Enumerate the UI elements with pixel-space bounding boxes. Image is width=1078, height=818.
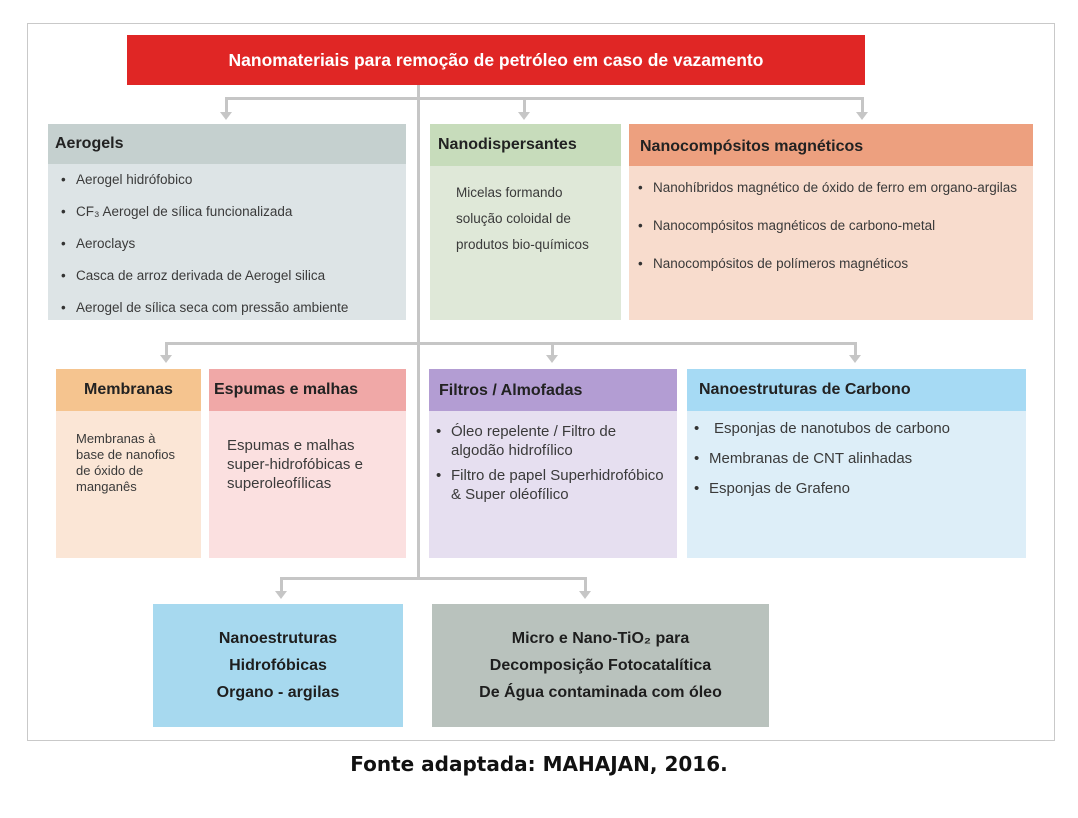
filtros-list xyxy=(431,422,667,504)
arrow-membranas xyxy=(160,355,172,363)
list-item: • Membranas de CNT alinhadas xyxy=(689,449,1020,468)
tio2-line: Decomposição Fotocatalítica xyxy=(489,657,712,674)
membranas-box xyxy=(56,369,201,558)
magneticos-header: Nanocompósitos magnéticos xyxy=(629,124,1033,166)
carbono-list xyxy=(689,419,1020,498)
espumas-box xyxy=(209,369,406,558)
list-item: • CF₃ Aerogel de sílica funcionalizada xyxy=(56,203,402,220)
list-item: • Esponjas de nanotubos de carbono xyxy=(689,419,1020,438)
carbono-box xyxy=(687,369,1026,558)
connector-row3-drop-1 xyxy=(280,577,283,592)
list-item: • Casca de arroz derivada de Aerogel silica xyxy=(56,267,402,284)
arrow-filtros xyxy=(546,355,558,363)
connector-row1-drop-2 xyxy=(523,97,526,113)
connector-row2-h xyxy=(165,342,857,345)
filtros-box xyxy=(429,369,677,558)
membranas-text: Membranas à base de nanofios de óxido de manganês xyxy=(76,431,176,494)
connector-row2-drop-2 xyxy=(551,342,554,356)
hidrofobicas-line: Hidrofóbicas xyxy=(229,657,327,674)
nanodispersantes-text: Micelas formando solução coloidal de produtos bio-químicos xyxy=(456,185,589,252)
hidrofobicas-line: Nanoestruturas xyxy=(218,630,338,647)
arrow-nanodispersantes xyxy=(518,112,530,120)
arrow-tio2 xyxy=(579,591,591,599)
list-item: • Aerogel de sílica seca com pressão ambiente xyxy=(56,299,402,316)
arrow-hidrofobicas xyxy=(275,591,287,599)
source-caption: Fonte adaptada: MAHAJAN, 2016. xyxy=(350,752,728,776)
membranas-header: Membranas xyxy=(56,369,201,411)
nanodispersantes-header: Nanodispersantes xyxy=(430,124,621,166)
aerogels-header: Aerogels xyxy=(48,124,406,164)
list-item: • Esponjas de Grafeno xyxy=(689,479,1020,498)
arrow-aerogels xyxy=(220,112,232,120)
list-item: • Óleo repelente / Filtro de algodão hidrofílico xyxy=(431,422,667,460)
connector-trunk xyxy=(417,85,420,580)
connector-row3-h xyxy=(280,577,587,580)
list-item: • Filtro de papel Superhidrofóbico & Super oléofílico xyxy=(431,466,667,504)
list-item: • Nanocompósitos magnéticos de carbono-metal xyxy=(633,217,1027,234)
diagram-title: Nanomateriais para remoção de petróleo em caso de vazamento xyxy=(127,35,865,85)
arrow-carbono xyxy=(849,355,861,363)
connector-row1-drop-1 xyxy=(225,97,228,113)
filtros-header: Filtros / Almofadas xyxy=(429,369,677,411)
list-item: • Aeroclays xyxy=(56,235,402,252)
list-item: • Nanohíbridos magnético de óxido de ferro em organo-argilas xyxy=(633,179,1027,196)
aerogels-box xyxy=(48,124,406,320)
tio2-box xyxy=(432,604,769,727)
connector-row2-drop-3 xyxy=(854,342,857,356)
list-item: • Aerogel hidrófobico xyxy=(56,171,402,188)
espumas-text: Espumas e malhas super-hidrofóbicas e superoleofílicas xyxy=(227,437,363,492)
connector-row2-drop-1 xyxy=(165,342,168,356)
magneticos-list xyxy=(633,179,1027,272)
arrow-magneticos xyxy=(856,112,868,120)
espumas-header: Espumas e malhas xyxy=(209,369,406,411)
magneticos-box xyxy=(629,124,1033,320)
tio2-line: Micro e Nano-TiO₂ para xyxy=(511,630,690,647)
carbono-header: Nanoestruturas de Carbono xyxy=(687,369,1026,411)
aerogels-list xyxy=(56,171,402,316)
tio2-line: De Água contaminada com óleo xyxy=(479,684,722,701)
list-item: • Nanocompósitos de polímeros magnéticos xyxy=(633,255,1027,272)
connector-row1-h xyxy=(225,97,864,100)
hidrofobicas-box xyxy=(153,604,403,727)
hidrofobicas-line: Organo - argilas xyxy=(216,684,340,701)
connector-row3-drop-2 xyxy=(584,577,587,592)
connector-row1-drop-3 xyxy=(861,97,864,113)
nanodispersantes-box xyxy=(430,124,621,320)
